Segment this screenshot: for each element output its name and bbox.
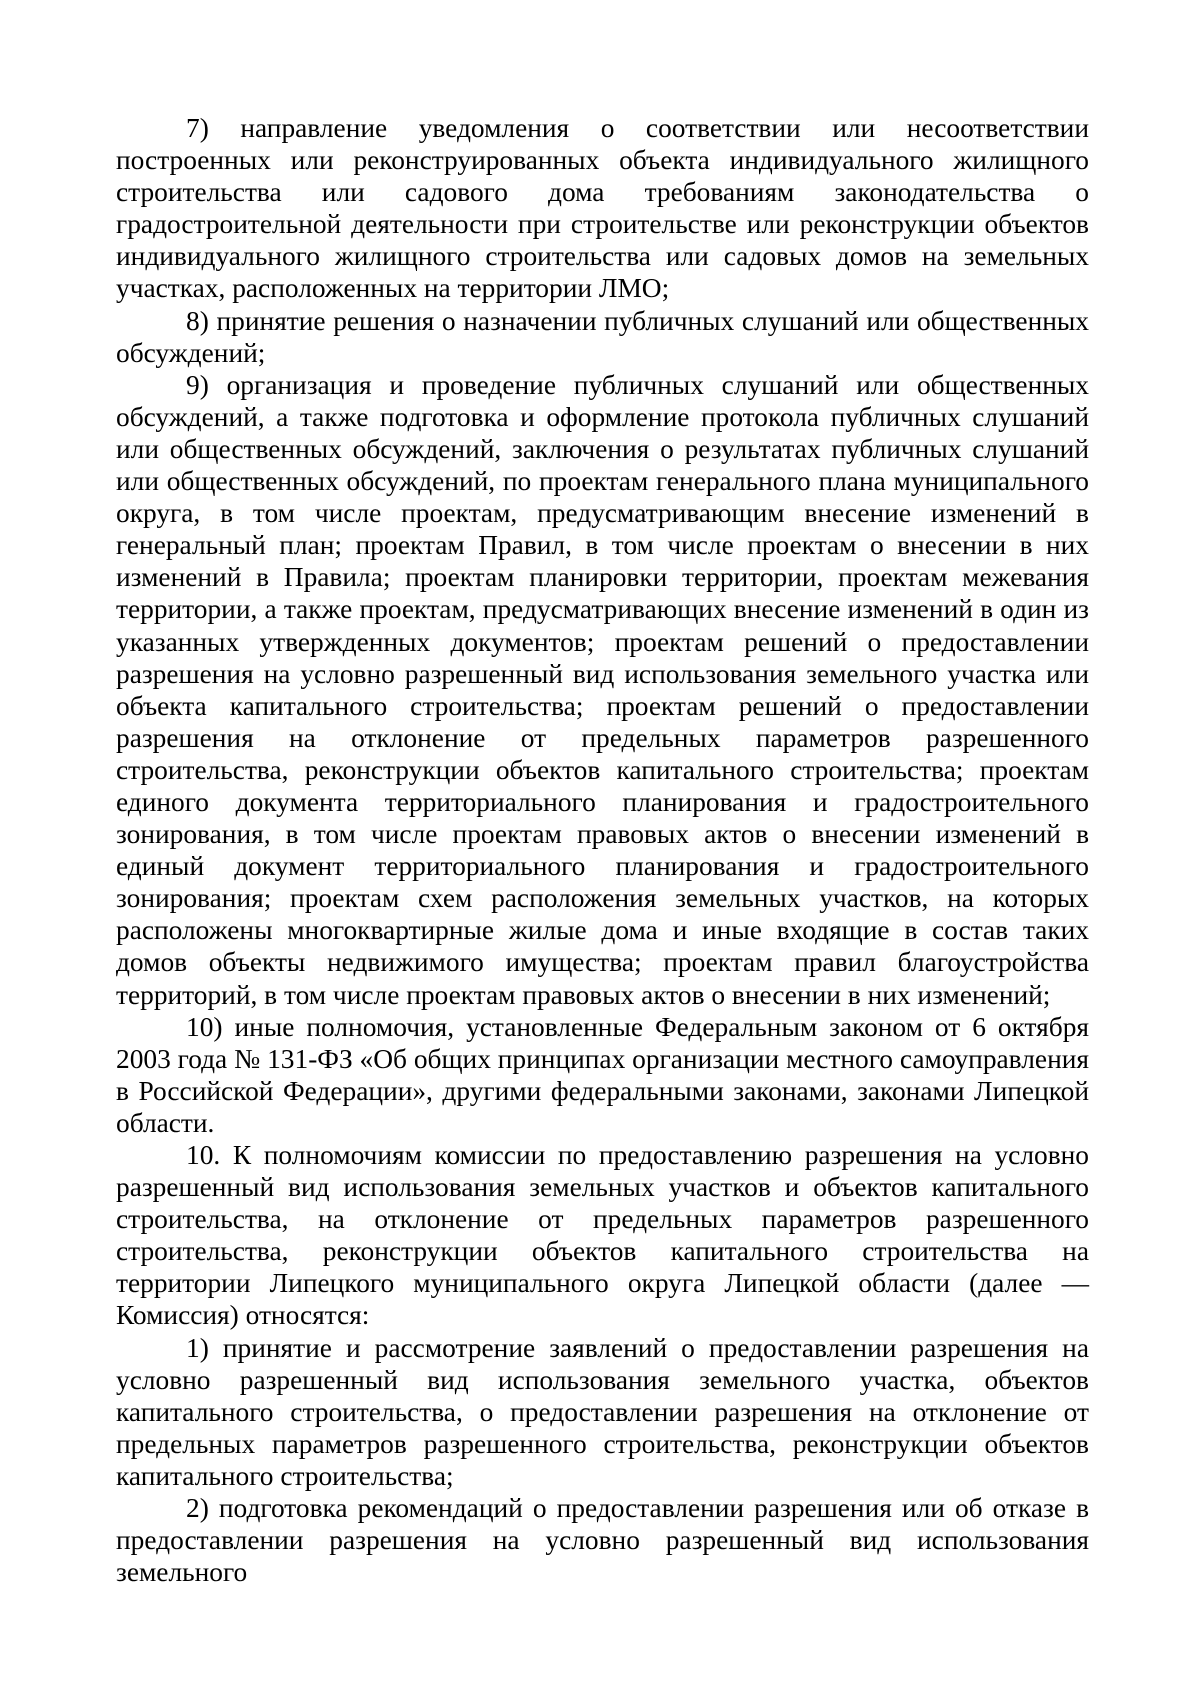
paragraph-item-1: 1) принятие и рассмотрение заявлений о предоставлении разрешения на условно разрешенный вид использования земельного участка, объектов капитального строительства, о предоставлении разрешения на отклонение от предельных параметров разрешенного строительства, реконструкции объектов капитального строительства;: [116, 1332, 1089, 1491]
paragraph-item-7: 7) направление уведомления о соответствии или несоответствии построенных или реконструированных объекта индивидуального жилищного строительства или садового дома требованиям законодательства о градостроительной деятельности при строительстве или реконструкции объектов индивидуального жилищного строительства или садовых домов на земельных участках, расположенных на территории ЛМО;: [116, 113, 1089, 304]
document-body: [116, 112, 1089, 1588]
paragraph-section-10-commission-powers: 10. К полномочиям комиссии по предоставлению разрешения на условно разрешенный вид использования земельных участков и объектов капитального строительства, на отклонение от предельных параметров разрешенного строительства, реконструкции объектов капитального строительства на территории Липецкого муниципального округа Липецкой области (далее — Комиссия) относятся:: [116, 1140, 1089, 1331]
paragraph-item-2: 2) подготовка рекомендаций о предоставлении разрешения или об отказе в предоставлении разрешения на условно разрешенный вид использования земельного: [116, 1493, 1089, 1588]
paragraph-item-8: 8) принятие решения о назначении публичных слушаний или общественных обсуждений;: [116, 305, 1089, 368]
paragraph-item-9: 9) организация и проведение публичных слушаний или общественных обсуждений, а также подготовка и оформление протокола публичных слушаний или общественных обсуждений, заключения о результатах публичных слушаний или общественных обсуждений, по проектам генерального плана муниципального округа, в том числе проектам, предусматривающим внесение изменений в генеральный план; проектам Правил, в том числе проектам о внесении в них изменений в Правила; проектам планировки территории, проектам межевания территории, а также проектам, предусматривающих внесение изменений в один из указанных утвержденных документов; проектам решений о предоставлении разрешения на условно разрешенный вид использования земельного участка или объекта капитального строительства; проектам решений о предоставлении разрешения на отклонение от предельных параметров разрешенного строительства, реконструкции объектов капитального строительства; проектам единого документа территориального планирования и градостроительного зонирования, в том числе проектам правовых актов о внесении изменений в единый документ территориального планирования и градостроительного зонирования; проектам схем расположения земельных участков, на которых расположены многоквартирные жилые дома и иные входящие в состав таких домов объекты недвижимого имущества; проектам правил благоустройства территорий, в том числе проектам правовых актов о внесении в них изменений;: [116, 369, 1089, 1010]
paragraph-item-10-other-powers: 10) иные полномочия, установленные Федеральным законом от 6 октября 2003 года № 131-ФЗ «Об общих принципах организации местного самоуправления в Российской Федерации», другими федеральными законами, законами Липецкой области.: [116, 1011, 1089, 1138]
